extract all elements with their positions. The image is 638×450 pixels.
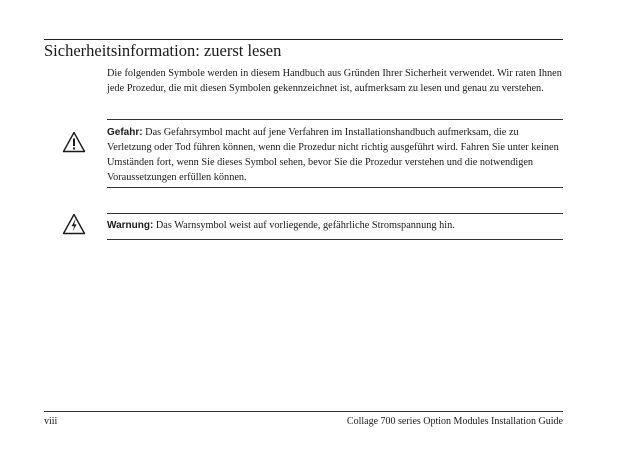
warning-notice-text (107, 214, 563, 233)
danger-notice-text (107, 120, 563, 185)
warning-notice (107, 213, 563, 240)
page-number: viii (44, 416, 58, 427)
danger-label: Gefahr: (107, 127, 143, 138)
footer-rule (44, 411, 563, 412)
danger-description: Das Gefahrsymbol macht auf jene Verfahren im Installationshandbuch aufmerksam, die zu Verletzung oder Tod führen können, wenn die Prozedur nicht richtig ausgeführt wird. Fahren Sie unter keinen Umständen fort, wenn Sie dieses Symbol sehen, bevor Sie die Prozedur verstehen und die notwendigen Voraussetzungen erfüllen können. (107, 127, 559, 183)
intro-paragraph: Die folgenden Symbole werden in diesem Handbuch aus Gründen Ihrer Sicherheit verwendet. Wir raten Ihnen jede Prozedur, die mit diesen Symbolen gekennzeichnet ist, aufmerksam zu lesen und genau zu verstehen. (107, 68, 562, 94)
danger-notice (107, 119, 563, 188)
section-title: Sicherheitsinformation: zuerst lesen (44, 41, 282, 60)
warning-description: Das Warnsymbol weist auf vorliegende, gefährliche Stromspannung hin. (155, 220, 455, 231)
header-rule (44, 39, 563, 40)
warning-triangle-exclamation-icon (62, 131, 86, 153)
high-voltage-triangle-icon (62, 213, 86, 235)
guide-title: Collage 700 series Option Modules Installation Guide (346, 416, 563, 427)
warning-label: Warnung: (107, 220, 154, 231)
